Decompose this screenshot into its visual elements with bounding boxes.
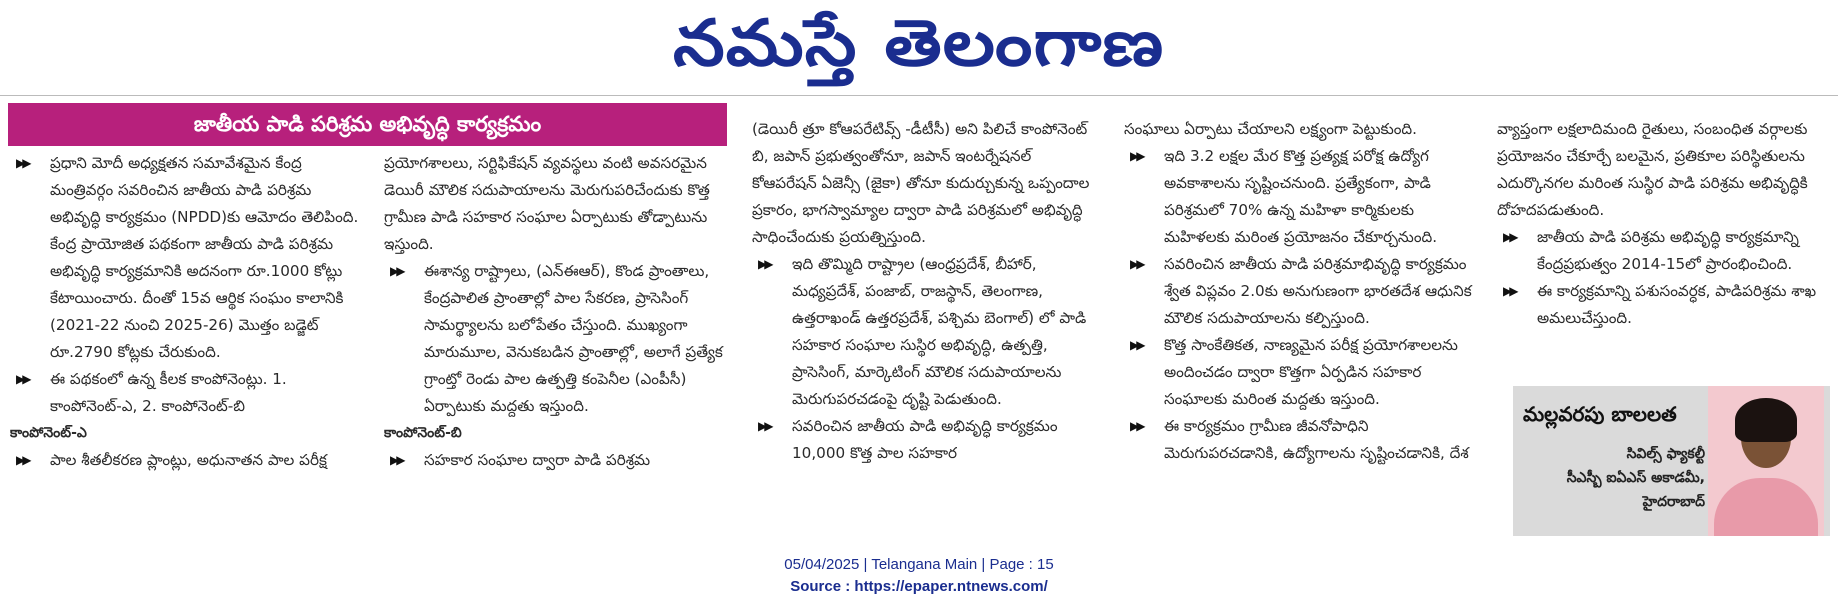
photo-body-shape [1714, 478, 1818, 536]
paragraph: (డెయిరీ త్రూ కోఆపరేటివ్స్ -డీటీసీ) అని పిలిచే కాంపోనెంట్ బి, జపాన్ ప్రభుత్వంతోనూ, జపాన్ ఇంటర్నేషనల్ కోఆపరేషన్ ఏజెన్సీ (జైకా) తోనూ కుదుర్చుకున్న ఒప్పందాల ప్రకారం, భాగస్వామ్యాల ద్వారా పాడి పరిశ్రమలో అభివృద్ధి సాధించేందుకు ప్రయత్నిస్తుంది. [752, 120, 1090, 246]
paragraph [10, 150, 360, 366]
newspaper-logo-title: నమస్తే తెలంగాణ [673, 7, 1165, 81]
double-arrow-bullet-icon: ▶▶ [1130, 338, 1143, 352]
paragraph: సంఘాలు ఏర్పాటు చేయాలని లక్ష్యంగా పెట్టుకుంది. [1124, 120, 1417, 138]
paragraph: ప్రయోగశాలలు, సర్టిఫికేషన్ వ్యవస్థలు వంటి అవసరమైన డెయిరీ మౌలిక సదుపాయాలను మెరుగుపరిచేందుకు కొత్త గ్రామీణ పాడి సహకార సంఘాల ఏర్పాటుకు తోడ్పాటును ఇస్తుంది. [384, 154, 710, 253]
double-arrow-bullet-icon: ▶▶ [1503, 230, 1516, 244]
double-arrow-bullet-icon: ▶▶ [390, 264, 403, 278]
article-column-4 [1124, 116, 1472, 467]
paragraph [1124, 251, 1472, 332]
paragraph [1497, 278, 1833, 332]
author-city: హైదరాబాద్ [1642, 494, 1705, 510]
double-arrow-bullet-icon: ▶▶ [1130, 257, 1143, 271]
paragraph [1124, 332, 1472, 413]
paragraph-text: సవరించిన జాతీయ పాడి అభివృద్ధి కార్యక్రమం 10,000 కొత్త పాల సహకార [792, 417, 1058, 462]
author-box [1513, 386, 1830, 536]
page-footer [0, 554, 1838, 598]
double-arrow-bullet-icon: ▶▶ [390, 453, 403, 467]
paragraph-text: పాల శీతలీకరణ ప్లాంట్లు, అధునాతన పాల పరీక్ష [50, 451, 327, 469]
article-headline: జాతీయ పాడి పరిశ్రమ అభివృద్ధి కార్యక్రమం [8, 103, 727, 146]
paragraph-text: ఈ పథకంలో ఉన్న కీలక కాంపోనెంట్లు. 1. కాంపోనెంట్-ఎ, 2. కాంపోనెంట్-బి [50, 370, 287, 415]
paragraph-text: ప్రధాని మోదీ అధ్యక్షతన సమావేశమైన కేంద్ర మంత్రివర్గం సవరించిన జాతీయ పాడి పరిశ్రమ అభివృద్ధి కార్యక్రమం (NPDD)కు ఆమోదం తెలిపింది. కేంద్ర ప్రాయోజిత పథకంగా జాతీయ పాడి పరిశ్రమ అభివృద్ధి కార్యక్రమానికి అదనంగా రూ.1000 కోట్లు కేటాయించారు. దీంతో 15వ ఆర్థిక సంఘం కాలానికి (2021-22 నుంచి 2025-26) మొత్తం బడ్జెట్ రూ.2790 కోట్లకు చేరుకుంది. [50, 154, 359, 361]
paragraph: వ్యాప్తంగా లక్షలాదిమంది రైతులు, సంబంధిత వర్గాలకు ప్రయోజనం చేకూర్చే బలమైన, ప్రతికూల పరిస్థితులను ఎదుర్కొనగల మరింత సుస్థిర పాడి పరిశ్రమ అభివృద్ధికి దోహదపడుతుంది. [1497, 120, 1808, 219]
article-column-1 [10, 150, 360, 474]
article-column-3 [752, 116, 1099, 467]
author-institute: సీఎస్బీ ఐఏఎస్ అకాడమీ, [1566, 470, 1705, 486]
paragraph [752, 413, 1099, 467]
paragraph-text: సవరించిన జాతీయ పాడి పరిశ్రమాభివృద్ధి కార్యక్రమం శ్వేత విప్లవం 2.0కు అనుగుణంగా భారతదేశ ఆధునిక మౌలిక సదుపాయాలను కల్పిస్తుంది. [1164, 255, 1472, 327]
double-arrow-bullet-icon: ▶▶ [1130, 149, 1143, 163]
paragraph [384, 447, 728, 474]
photo-hair-shape [1735, 398, 1797, 442]
double-arrow-bullet-icon: ▶▶ [16, 372, 29, 386]
article-column-2 [384, 150, 728, 474]
double-arrow-bullet-icon: ▶▶ [758, 257, 771, 271]
edition-info: 05/04/2025 | Telangana Main | Page : 15 [784, 556, 1054, 573]
paragraph [1497, 224, 1833, 278]
paragraph-text: ఈశాన్య రాష్ట్రాలు, (ఎన్ఈఆర్), కొండ ప్రాంతాలు, కేంద్రపాలిత ప్రాంతాల్లో పాల సేకరణ, ప్రాసెసింగ్ సామర్థ్యాలను బలోపేతం చేస్తుంది. ముఖ్యంగా మారుమూల, వెనుకబడిన ప్రాంతాల్లో, అలాగే ప్రత్యేక గ్రాంట్తో రెండు పాల ఉత్పత్తి కంపెనీల (ఎంపీసీ) ఏర్పాటుకు మద్దతు ఇస్తుంది. [424, 262, 723, 415]
author-photo [1708, 386, 1824, 536]
paragraph [1124, 413, 1472, 467]
paragraph [1124, 143, 1472, 251]
double-arrow-bullet-icon: ▶▶ [1130, 419, 1143, 433]
author-name: మల్లవరపు బాలలత [1523, 402, 1677, 426]
paragraph-text: ఈ కార్యక్రమం గ్రామీణ జీవనోపాధిని మెరుగుపరచడానికి, ఉద్యోగాలను సృష్టించడానికి, దేశ [1164, 417, 1469, 462]
author-designation [1523, 442, 1705, 514]
article-column-5 [1497, 116, 1833, 332]
paragraph-text: జాతీయ పాడి పరిశ్రమ అభివృద్ధి కార్యక్రమాన్ని కేంద్రప్రభుత్వం 2014-15లో ప్రారంభించింది. [1537, 228, 1799, 273]
masthead [0, 0, 1838, 92]
paragraph [10, 366, 360, 420]
paragraph-text: సహకార సంఘాల ద్వారా పాడి పరిశ్రమ [424, 451, 651, 469]
subheading-component-b: కాంపోనెంట్-బి [384, 425, 462, 441]
author-role: సివిల్స్ ఫ్యాకల్టీ [1626, 446, 1705, 462]
subheading-component-a: కాంపోనెంట్-ఎ [10, 425, 87, 441]
paragraph-text: కొత్త సాంకేతికత, నాణ్యమైన పరీక్ష ప్రయోగశాలలను అందించడం ద్వారా కొత్తగా ఏర్పడిన సహకార సంఘాలకు మరింత మద్దతు ఇస్తుంది. [1164, 336, 1458, 408]
double-arrow-bullet-icon: ▶▶ [16, 453, 29, 467]
double-arrow-bullet-icon: ▶▶ [1503, 284, 1516, 298]
paragraph [752, 251, 1099, 413]
paragraph [10, 447, 360, 474]
paragraph-text: ఈ కార్యక్రమాన్ని పశుసంవర్ధక, పాడిపరిశ్రమ శాఖ అమలుచేస్తుంది. [1537, 282, 1817, 327]
paragraph-text: ఇది తొమ్మిది రాష్ట్రాల (ఆంధ్రప్రదేశ్, బీహార్, మధ్యప్రదేశ్, పంజాబ్, రాజస్థాన్, తెలంగాణ, ఉత్తరాఖండ్ ఉత్తరప్రదేశ్, పశ్చిమ బెంగాల్) లో పాడి సహకార సంఘాల సుస్థిర అభివృద్ధి, ఉత్పత్తి, ప్రాసెసింగ్, మార్కెటింగ్ మౌలిక సదుపాయాలను మెరుగుపరచడంపై దృష్టి పెడుతుంది. [792, 255, 1087, 408]
double-arrow-bullet-icon: ▶▶ [758, 419, 771, 433]
divider-rule [0, 95, 1838, 96]
source-link[interactable]: Source : https://epaper.ntnews.com/ [790, 578, 1048, 595]
paragraph-text: ఇది 3.2 లక్షల మేర కొత్త ప్రత్యక్ష పరోక్ష ఉద్యోగ అవకాశాలను సృష్టించనుంది. ప్రత్యేకంగా, పాడి పరిశ్రమలో 70% ఉన్న మహిళా కార్మికులకు మహిళలకు మరింత ప్రయోజనం చేకూర్చనుంది. [1164, 147, 1438, 246]
double-arrow-bullet-icon: ▶▶ [16, 156, 29, 170]
paragraph [384, 258, 728, 420]
